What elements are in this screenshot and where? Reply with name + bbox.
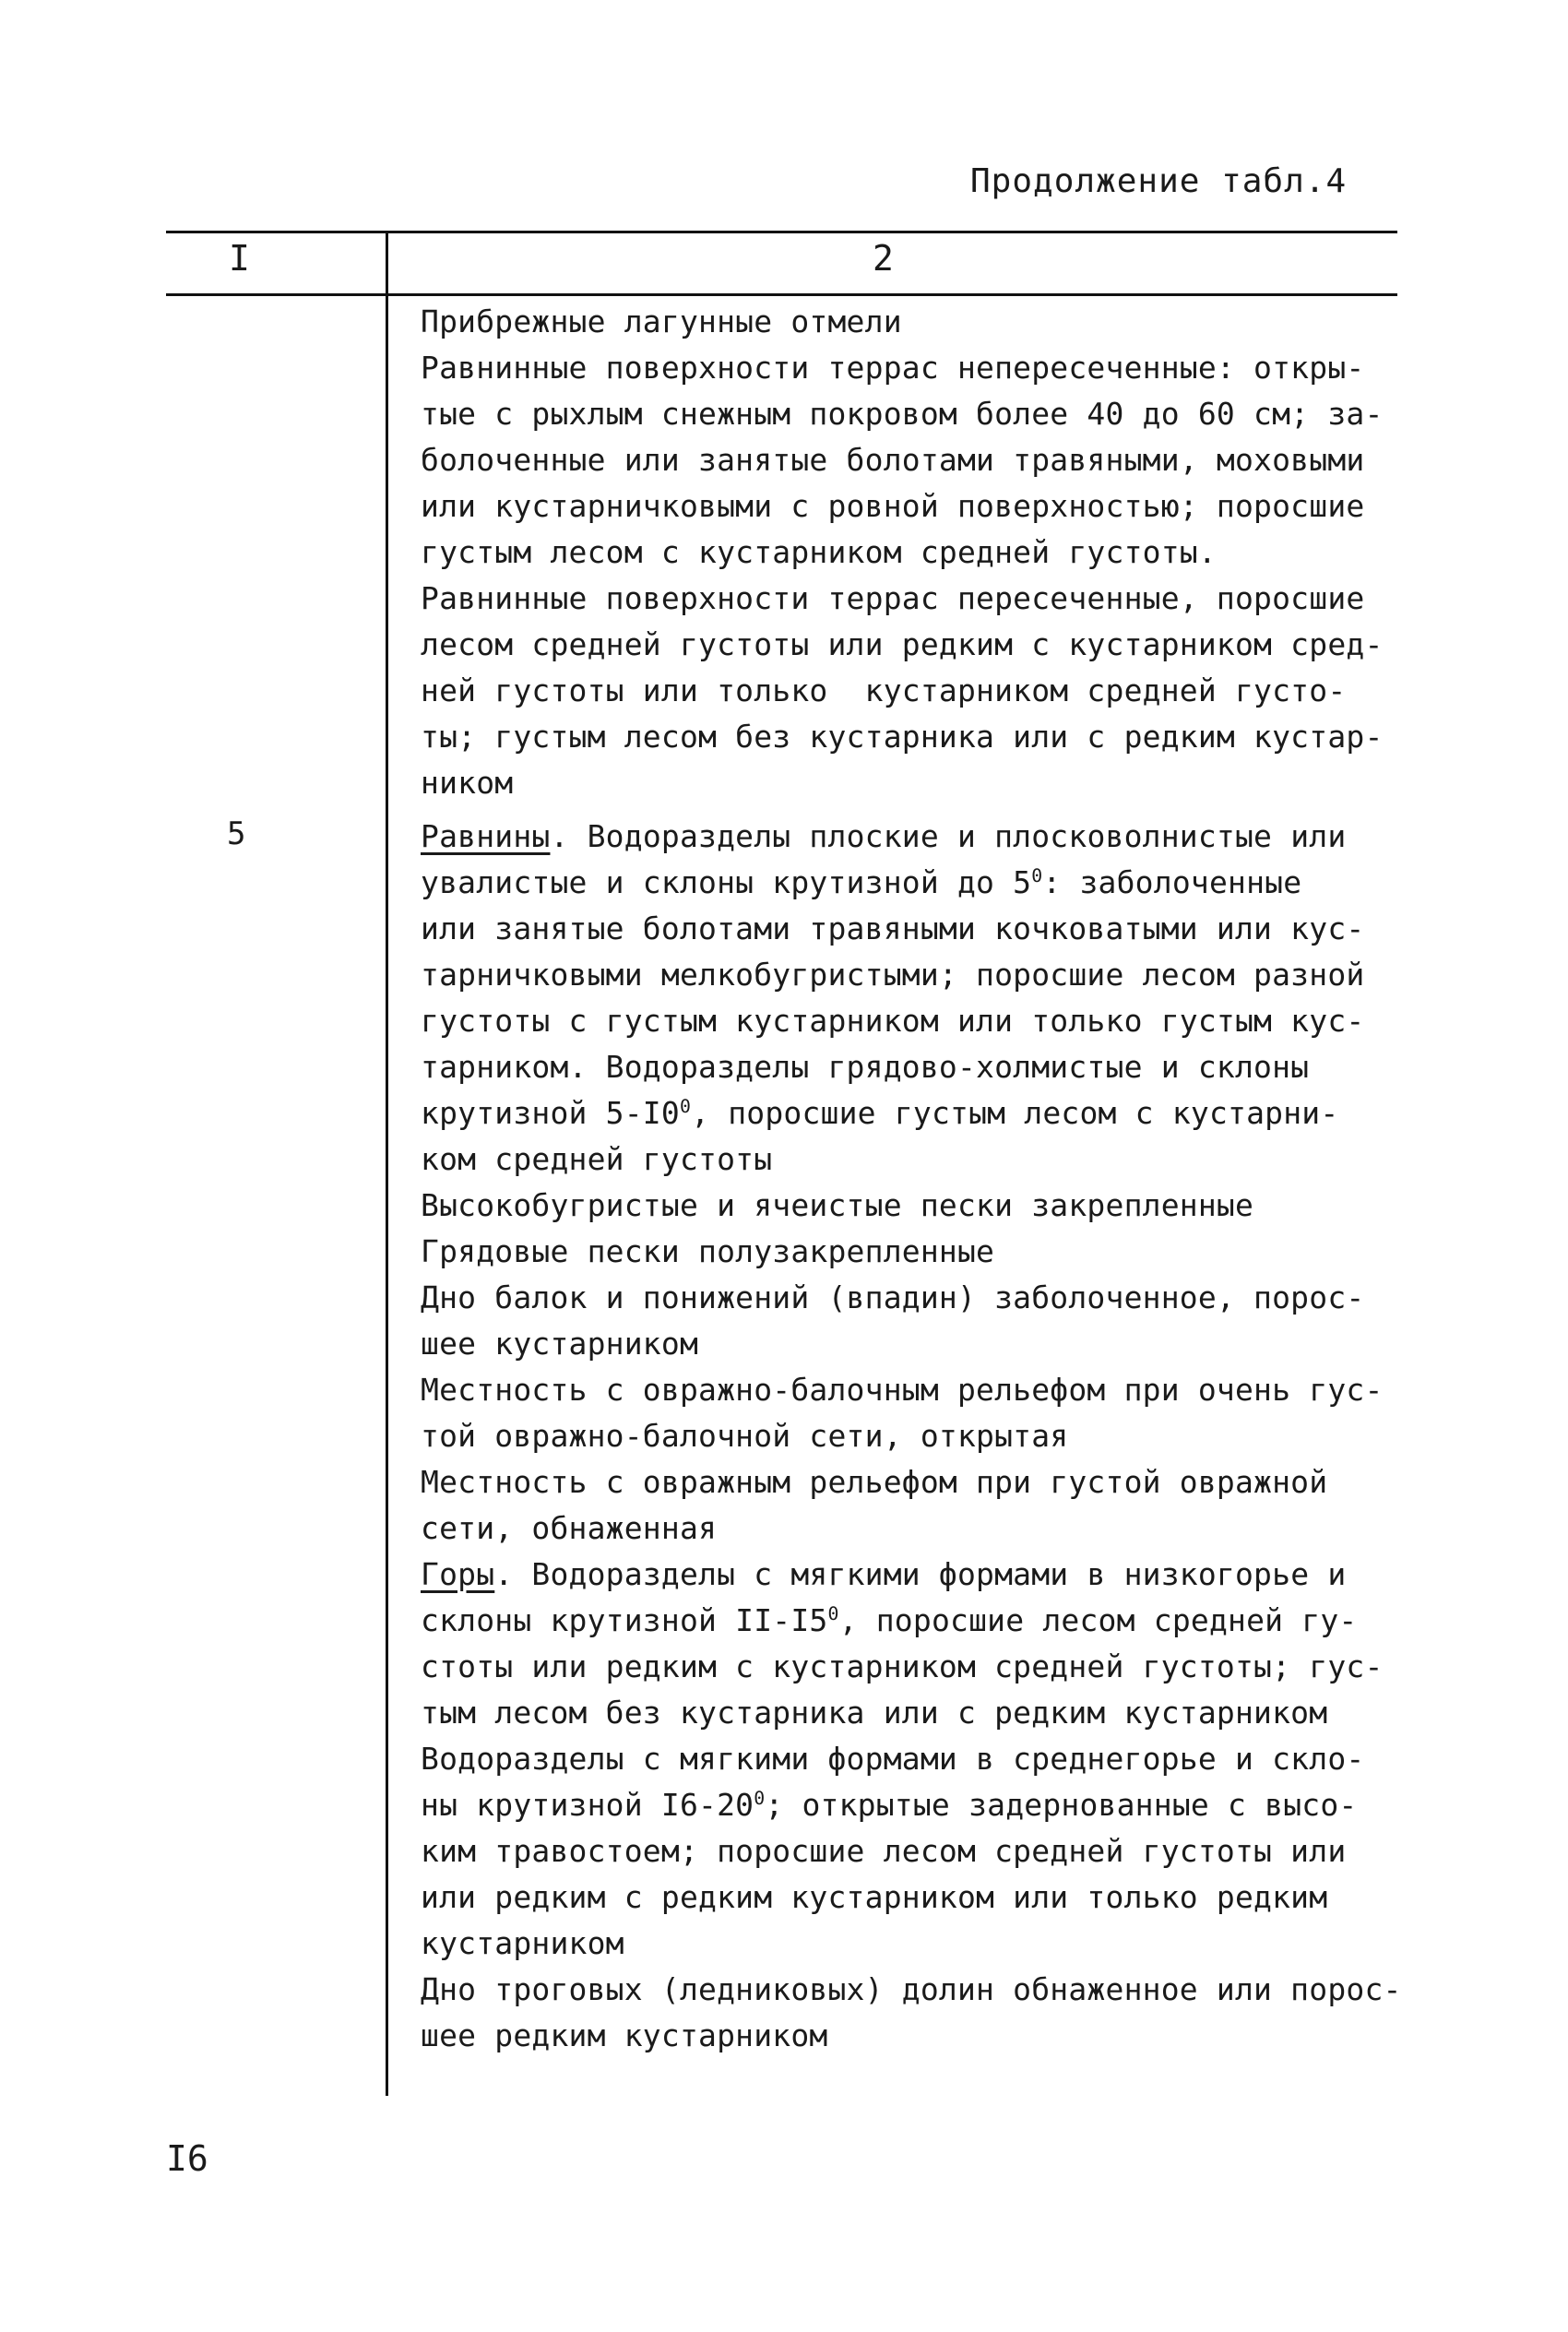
line-text: тым лесом без кустарника или с редким кустарником: [421, 1695, 1328, 1731]
line-text: густоты с густым кустарником или только густым кус-: [421, 1003, 1365, 1039]
line-text: тарником. Водоразделы грядово-холмистые и склоны: [421, 1049, 1310, 1085]
text-line: [421, 1183, 1435, 1229]
underlined-heading: Горы: [421, 1556, 495, 1592]
text-line: [421, 1459, 1435, 1505]
line-text-continued: , поросшие лесом средней гу-: [838, 1602, 1358, 1638]
line-text: ны крутизной I6-20: [421, 1787, 754, 1823]
line-text: Местность с овражно-балочным рельефом при очень гус-: [421, 1372, 1384, 1408]
line-text: той овражно-балочной сети, открытая: [421, 1418, 1069, 1454]
text-line: [421, 529, 1435, 576]
text-line: [421, 860, 1435, 906]
line-text: Равнинные поверхности террас пересеченные, поросшие: [421, 580, 1365, 616]
text-line: [421, 1136, 1435, 1183]
line-text: ней густоты или только кустарником средней густо-: [421, 672, 1347, 708]
text-line: [421, 760, 1435, 806]
text-line: [421, 622, 1435, 668]
text-line: [421, 1736, 1435, 1782]
line-text: увалистые и склоны крутизной до 5: [421, 864, 1032, 900]
line-text-continued: ; открытые задернованные с высо-: [765, 1787, 1358, 1823]
line-text: . Водоразделы плоские и плосковолнистые или: [550, 818, 1347, 854]
text-line: [421, 1782, 1435, 1828]
line-text: . Водоразделы с мягкими формами в низкогорье и: [494, 1556, 1347, 1592]
text-line: [421, 1828, 1435, 1874]
degree-superscript: 0: [827, 1603, 839, 1624]
column-header-1: I: [229, 238, 250, 279]
text-line: [421, 1552, 1435, 1598]
underlined-heading: Равнины: [421, 818, 551, 854]
table-caption: Продолжение табл.4: [970, 162, 1348, 200]
line-text: Дно балок и понижений (впадин) заболоченное, порос-: [421, 1279, 1365, 1315]
line-text: шее редким кустарником: [421, 2017, 828, 2053]
degree-superscript: 0: [679, 1096, 692, 1117]
line-text: склоны крутизной II-I5: [421, 1602, 828, 1638]
table-top-rule: [166, 231, 1397, 233]
line-text: Высокобугристые и ячеистые пески закрепленные: [421, 1187, 1254, 1223]
text-line: [421, 1321, 1435, 1367]
text-line: [421, 299, 1435, 345]
text-line: [421, 952, 1435, 998]
line-text: или занятые болотами травяными кочковатыми или кус-: [421, 910, 1365, 946]
line-text: сети, обнаженная: [421, 1510, 718, 1546]
line-text: шее кустарником: [421, 1326, 699, 1362]
column-header-2: 2: [873, 238, 894, 279]
line-text: Дно троговых (ледниковых) долин обнаженное или порос-: [421, 1971, 1402, 2007]
line-text: лесом средней густоты или редким с кустарником сред-: [421, 626, 1384, 662]
line-text: Прибрежные лагунные отмели: [421, 303, 902, 339]
text-line: [421, 1505, 1435, 1552]
text-line: [421, 714, 1435, 760]
text-line: [421, 1275, 1435, 1321]
text-line: [421, 998, 1435, 1044]
text-line: [421, 1598, 1435, 1644]
line-text: болоченные или занятые болотами травяными, моховыми: [421, 442, 1365, 478]
line-text: густым лесом с кустарником средней густоты.: [421, 534, 1217, 570]
text-line: [421, 1921, 1435, 1967]
line-text: ником: [421, 765, 514, 801]
text-line: [421, 1367, 1435, 1413]
table-row-text: [421, 299, 1435, 806]
text-line: [421, 668, 1435, 714]
line-text: Местность с овражным рельефом при густой овражной: [421, 1464, 1328, 1500]
line-text: кустарником: [421, 1925, 624, 1961]
table-row-text: [421, 814, 1435, 2059]
text-line: [421, 1690, 1435, 1736]
line-text: тые с рыхлым снежным покровом более 40 до 60 см; за-: [421, 396, 1384, 432]
text-line: [421, 345, 1435, 391]
text-line: [421, 576, 1435, 622]
text-line: [421, 1967, 1435, 2013]
line-text: ты; густым лесом без кустарника или с редким кустар-: [421, 719, 1384, 755]
line-text: стоты или редким с кустарником средней густоты; гус-: [421, 1648, 1384, 1684]
text-line: [421, 437, 1435, 483]
line-text: Равнинные поверхности террас непересеченные: откры-: [421, 350, 1365, 386]
text-line: [421, 906, 1435, 952]
column-divider: [386, 231, 388, 2096]
line-text: тарничковыми мелкобугристыми; поросшие лесом разной: [421, 957, 1365, 993]
text-line: [421, 1090, 1435, 1136]
line-text: Водоразделы с мягкими формами в среднегорье и скло-: [421, 1741, 1365, 1777]
line-text: ким травостоем; поросшие лесом средней густоты или: [421, 1833, 1347, 1869]
line-text: крутизной 5-I0: [421, 1095, 680, 1131]
text-line: [421, 391, 1435, 437]
line-text: Грядовые пески полузакрепленные: [421, 1233, 995, 1269]
text-line: [421, 483, 1435, 529]
degree-superscript: 0: [1031, 865, 1043, 886]
text-line: [421, 1874, 1435, 1921]
text-line: [421, 1044, 1435, 1090]
table-header-rule: [166, 293, 1397, 296]
text-line: [421, 814, 1435, 860]
line-text: или кустарничковыми с ровной поверхностью; поросшие: [421, 488, 1365, 524]
line-text: или редким с редким кустарником или только редким: [421, 1879, 1328, 1915]
degree-superscript: 0: [754, 1788, 766, 1809]
line-text-continued: : заболоченные: [1042, 864, 1302, 900]
line-text: ком средней густоты: [421, 1141, 773, 1177]
text-line: [421, 1413, 1435, 1459]
page-number: I6: [166, 2138, 208, 2179]
text-line: [421, 1644, 1435, 1690]
row-number: 5: [227, 815, 246, 852]
text-line: [421, 1229, 1435, 1275]
text-line: [421, 2013, 1435, 2059]
line-text-continued: , поросшие густым лесом с кустарни-: [691, 1095, 1339, 1131]
